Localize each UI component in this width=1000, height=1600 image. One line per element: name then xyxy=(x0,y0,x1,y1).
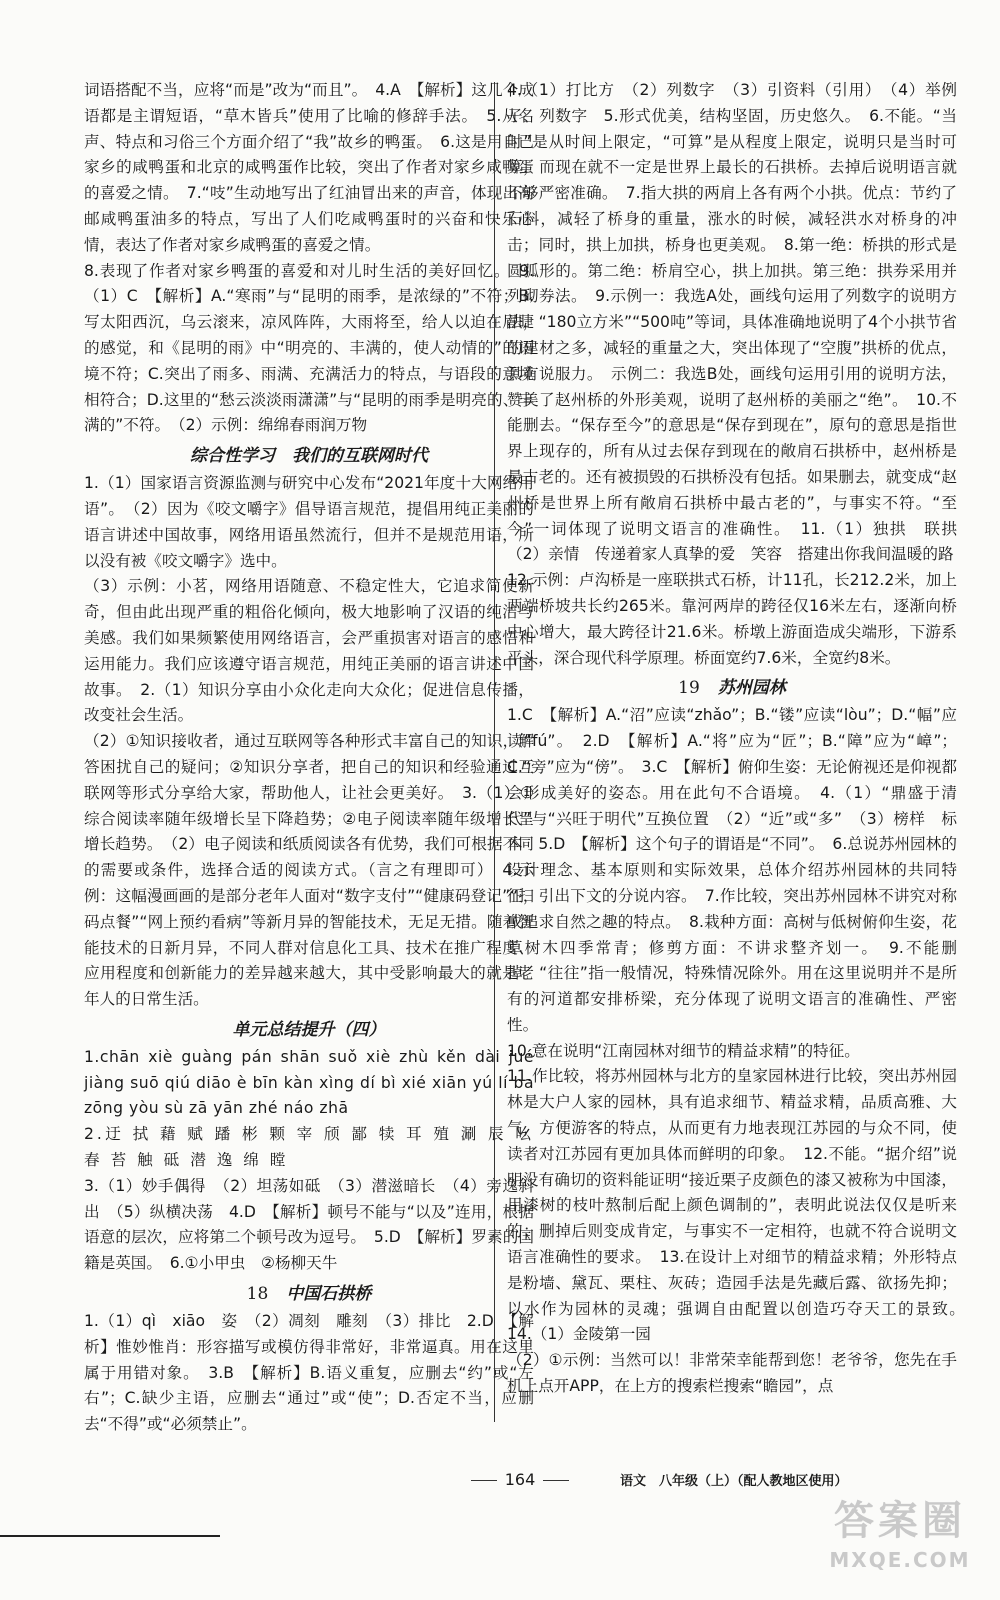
lesson-title: 苏州园林 xyxy=(717,678,786,699)
page-number xyxy=(440,1470,600,1489)
answer-block: 1.C 【解析】A.“沼”应读“zhǎo”；B.“镂”应读“lòu”；D.“幅”应读“fú”。 2.D 【解析】A.“将”应为“匠”；B.“障”应为“嶂”；C.“旁”应为“傍”。 3.C 【解析】俯仰生姿：无论俯视还是仰视都会形成美好的姿态。用在此句不合语境。 4.（1）“鼎盛于清代”与“兴旺于明代”互换位置 （2）“近”或“多” （3）榜样 标本 5.D 【解析】这个句子的谓语是“不同”。 6.总说苏州园林的设计理念、基本原则和实际效果，总体介绍苏州园林的共同特征，引出下文的分说内容。 7.作比较，突出苏州园林不讲究对称或追求自然之趣的特点。 8.栽种方面：高树与低树俯仰生姿，花草树木四季常青；修剪方面：不讲求整齐划一。 9.不能删掉。“往往”指一般情况，特殊情况除外。用在这里说明并不是所有的河道都安排桥梁，充分体现了说明文语言的准确性、严密性。 xyxy=(507,706,957,1034)
answer-block: 1.（1）qì xiāo 姿 （2）凋刻 雕刻 （3）排比 2.D 【解析】惟妙惟肖：形容描写或模仿得非常好，非常逼真。用在这里属于用错对象。 3.B 【解析】B.语义重复，应删去“约”或“左右”；C.缺少主语，应删去“通过”或“使”；D.否定不当，应删去“不得”或“必须禁止”。 xyxy=(84,1312,534,1434)
lesson-number: 18 xyxy=(246,1284,269,1305)
footer-rule xyxy=(0,1535,220,1537)
character-answers: 2.迂 拭 藉 赋 蹯 彬 颗 宰 颀 鄙 犊 耳 殖 涮 辰 吆 春 苔 触 砥 潜 逸 绵 瞠 xyxy=(84,1125,534,1170)
answer-block: （2）①知识接收者，通过互联网等各种形式丰富自己的知识，解答困扰自己的疑问；②知识分享者，把自己的知识和经验通过互联网等形式分享给大家，帮助他人，让社会更美好。 3.（1）①综合阅读率随年级增长呈下降趋势；②电子阅读率随年级增长呈增长趋势。 （2）电子阅读和纸质阅读各有优势，我们可根据不同的需要或条件，选择合适的阅读方式。（言之有理即可） 4.示例：这幅漫画画的是部分老年人面对“数字支付”“健康码登记”“扫码点餐”“网上预约看病”等新月异的智能技术，无足无措。随着智能技术的日新月异，不同人群对信息化工具、技术在推广程度、应用程度和创新能力的差异越来越大，其中受影响最大的就是老年人的日常生活。 xyxy=(84,732,534,1009)
answer-block: 3.（1）妙手偶得 （2）坦荡如砥 （3）潜滋暗长 （4）旁逸斜出 （5）纵横决荡 4.D 【解析】顿号不能与“以及”连用，根据语意的层次，应将第二个顿号改为逗号。 5.D 【解析】罗素的国籍是英国。 6.①小甲虫 ②杨柳天牛 xyxy=(84,1176,534,1273)
answer-block: 词语搭配不当，应将“而是”改为“而且”。 4.A 【解析】这几个成语都是主谓短语，“草木皆兵”使用了比喻的修辞手法。 5.从名声、特点和习俗三个方面介绍了“我”故乡的鸭蛋。 6.这是用自己家乡的咸鸭蛋和北京的咸鸭蛋作比较，突出了作者对家乡咸鸭蛋的喜爱之情。 7.“吱”生动地写出了红油冒出来的声音，体现出高邮咸鸭蛋油多的特点，写出了人们吃咸鸭蛋时的兴奋和快乐心情，表达了作者对家乡咸鸭蛋的喜爱之情。 xyxy=(84,81,534,254)
watermark-logo xyxy=(820,1495,980,1585)
column-divider xyxy=(494,82,495,1422)
answer-block: （3）示例：小茗，网络用语随意、不稳定性大，它追求简便新奇，但由此出现严重的粗俗化倾向，极大地影响了汉语的纯洁与美感。我们如果频繁使用网络语言，会严重损害对语言的感悟和运用能力。我们应该遵守语言规范，用纯正美丽的语言讲述中国故事。 2.（1）知识分享由小众化走向大众化；促进信息传播，改变社会生活。 xyxy=(84,577,534,725)
section-heading: 单元总结提升（四） xyxy=(232,1019,386,1040)
answer-block: 11.作比较，将苏州园林与北方的皇家园林进行比较，突出苏州园林是大户人家的园林，具有追求细节、精益求精，品质高雅、大气，方便游客的特点，从而更有力地表现江苏园的与众不同，使读者对江苏园有更加具体而鲜明的印象。 12.不能。“据介绍”说明没有确切的资料能证明“接近栗子皮颜色的漆又被称为中国漆，用漆树的枝叶熬制后配上颜色调制的”，表明此说法仅仅是听来的；删掉后则变成肯定，与事实不一定相符，也就不符合说明文语言准确性的要求。 13.在设计上对细节的精益求精；外形特点是粉墙、黛瓦、栗柱、灰砖；造园手法是先藏后露、欲扬先抑；以水作为园林的灵魂；强调自由配置以创造巧夺天工的景致。 14.（1）金陵第一园 xyxy=(507,1067,973,1344)
pinyin-answers: 1.chān xiè guàng pán shān suǒ xiè zhù kěn dài jué jiàng suō qiú diāo è bīn kàn xìng dí bì xié xiān yú lí ba zōng yòu sù zā yān zhé náo zhā xyxy=(84,1047,534,1118)
dash-right xyxy=(543,1480,569,1481)
page-number-text: 164 xyxy=(504,1470,536,1489)
answer-block: 1.（1）国家语言资源监测与研究中心发布“2021年度十大网络用语”。 （2）因为《咬文嚼字》倡导语言规范，提倡用纯正美丽的语言讲述中国故事，网络用语虽然流行，但并不是规范用语，所以没有被《咬文嚼字》选中。 xyxy=(84,474,534,570)
lesson-title: 中国石拱桥 xyxy=(286,1284,372,1305)
answer-block: （2）①示例：当然可以！非常荣幸能帮到您！老爷爷，您先在手机上点开APP，在上方的搜索栏搜索“瞻园”，点 xyxy=(507,1351,957,1396)
section-heading xyxy=(507,675,957,701)
right-column xyxy=(507,78,973,1400)
lesson-number: 19 xyxy=(678,678,700,699)
answer-block: 10.意在说明“江南园林对细节的精益求精”的特征。 xyxy=(507,1041,860,1060)
answer-block: 12.示例：卢沟桥是一座联拱式石桥，计11孔，长212.2米，加上两端桥坡共长约265米。靠河两岸的跨径仅16米左右，逐渐向桥中心增大，最大跨径计21.6米。桥墩上游面造成尖端形，下游系平头，深合现代科学原理。桥面宽约7.6米，全宽约8米。 xyxy=(507,571,957,667)
footer-label: 语文 八年级（上）（配人教地区使用） xyxy=(620,1474,848,1489)
section-heading xyxy=(84,1281,534,1307)
dash-left xyxy=(471,1480,497,1481)
answer-block: 8.表现了作者对家乡鸭蛋的喜爱和对儿时生活的美好回忆。 9.（1）C 【解析】A.“寒雨”与“昆明的雨季，是浓绿的”不符；B.写太阳西沉，乌云滚来，凉风阵阵，大雨将至，给人以迫在眉睫的感觉，和《昆明的雨》中“明亮的、丰满的，使人动情的”的语境不符；C.突出了雨多、雨满、充满活力的特点，与语段的意境相符合；D.这里的“愁云淡淡雨潇潇”与“昆明的雨季是明亮的、丰满的”不符。 （2）示例：绵绵春雨润万物 xyxy=(84,261,534,435)
left-column xyxy=(84,78,534,1438)
watermark-bottom: MXQE.COM xyxy=(829,1548,971,1572)
watermark-top: 答案圈 xyxy=(834,1498,966,1544)
answer-block: 4.（1）打比方 （2）列数字 （3）引资料（引用） （4）举例子、列数字 5.形式优美，结构坚固，历史悠久。 6.不能。“当时”是从时间上限定，“可算”是从程度上限定，说明只是当时可算，而现在就不一定是世界上最长的石拱桥。去掉后说明语言就不够严密准确。 7.指大拱的两肩上各有两个小拱。优点：节约了石料，减轻了桥身的重量，涨水的时候，减轻洪水对桥身的冲击；同时，拱上加拱，桥身也更美观。 8.第一绝：桥拱的形式是圆弧形的。第二绝：桥肩空心，拱上加拱。第三绝：拱券采用并列砌券法。 9.示例一：我选A处，画线句运用了列数字的说明方法，“180立方米”“500吨”等词，具体准确地说明了4个小拱节省的建材之多，减轻的重量之大，突出体现了“空腹”拱桥的优点，具有说服力。 示例二：我选B处，画线句运用引用的说明方法，赞美了赵州桥的外形美观，说明了赵州桥的美丽之“绝”。 10.不能删去。“保存至今”的意思是“保存到现在”，原句的意思是指世界上现存的，所有从过去保存到现在的敞肩石拱桥中，赵州桥是最古老的。还有被损毁的石拱桥没有包括。如果删去，就变成“赵州桥是世界上所有敞肩石拱桥中最古老的”，与事实不符。“至今”一词体现了说明文语言的准确性。 11.（1）独拱 联拱 （2）亲情 传递着家人真挚的爱 笑容 搭建出你我间温暖的路 xyxy=(507,81,973,564)
section-heading: 综合性学习 我们的互联网时代 xyxy=(190,446,428,467)
